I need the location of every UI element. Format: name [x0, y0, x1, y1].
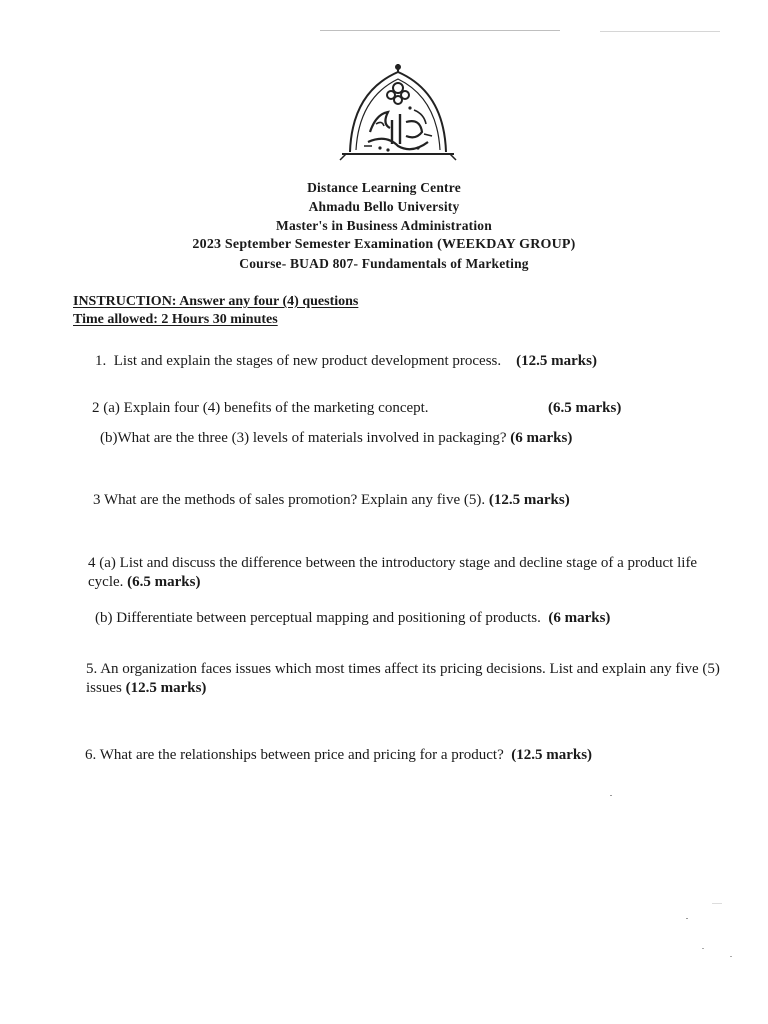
exam-header	[0, 178, 768, 273]
question-6	[85, 746, 705, 765]
scan-artifact	[610, 795, 612, 796]
question-2a-marks	[548, 399, 621, 418]
question-number: (b)	[95, 610, 113, 626]
question-4a	[88, 554, 706, 592]
scan-artifact	[686, 918, 688, 919]
question-text: Explain four (4) benefits of the marketing concept.	[123, 400, 429, 416]
question-marks: (6.5 marks)	[127, 574, 201, 590]
question-text: What are the methods of sales promotion? Explain any five (5).	[103, 492, 486, 508]
question-marks: (6.5 marks)	[548, 400, 622, 416]
question-text: List and explain the stages of new product development process.	[113, 353, 502, 369]
programme-name: Master's in Business Administration	[276, 218, 492, 233]
question-number: 1.	[95, 353, 107, 369]
question-number: 2 (a)	[92, 400, 120, 416]
question-3	[93, 491, 693, 510]
exam-title: 2023 September Semester Examination (WEEKDAY GROUP)	[192, 237, 576, 252]
question-number: 4 (a)	[88, 555, 116, 571]
question-marks: (6 marks)	[548, 610, 611, 626]
question-marks: (12.5 marks)	[511, 747, 593, 763]
question-text: Differentiate between perceptual mapping and positioning of products.	[116, 610, 541, 626]
question-number: 3	[93, 492, 101, 508]
question-marks: (12.5 marks)	[516, 353, 597, 369]
question-text: An organization faces issues which most times affect its pricing decisions. List and explain any five (5) issues	[86, 661, 720, 696]
question-marks: (12.5 marks)	[125, 680, 207, 696]
university-emblem-icon	[336, 62, 460, 174]
instruction-text: INSTRUCTION: Answer any four (4) questions	[73, 294, 359, 309]
time-allowed: Time allowed: 2 Hours 30 minutes	[73, 312, 278, 327]
scan-artifact	[712, 903, 722, 904]
instructions-block	[73, 293, 358, 329]
centre-name: Distance Learning Centre	[307, 180, 461, 195]
question-number: 6.	[85, 747, 97, 763]
question-2b	[100, 429, 660, 448]
course-title: Course- BUAD 807- Fundamentals of Marketing	[239, 256, 529, 271]
question-text: List and discuss the difference between the introductory stage and decline stage of a product life cycle.	[88, 555, 698, 590]
scan-artifact	[702, 948, 704, 949]
question-text: What are the three (3) levels of materials involved in packaging?	[117, 430, 507, 446]
university-logo	[336, 62, 460, 174]
question-marks: (6 marks)	[510, 430, 573, 446]
question-5	[86, 660, 736, 698]
question-1	[95, 352, 695, 371]
question-text: What are the relationships between price and pricing for a product?	[99, 747, 504, 763]
question-number: 5.	[86, 661, 98, 677]
scan-artifact	[320, 30, 560, 31]
university-name: Ahmadu Bello University	[308, 199, 460, 214]
scan-artifact	[600, 31, 720, 32]
question-number: (b)	[100, 430, 118, 446]
question-marks: (12.5 marks)	[488, 492, 570, 508]
question-4b	[95, 609, 705, 628]
scan-artifact	[730, 956, 732, 957]
